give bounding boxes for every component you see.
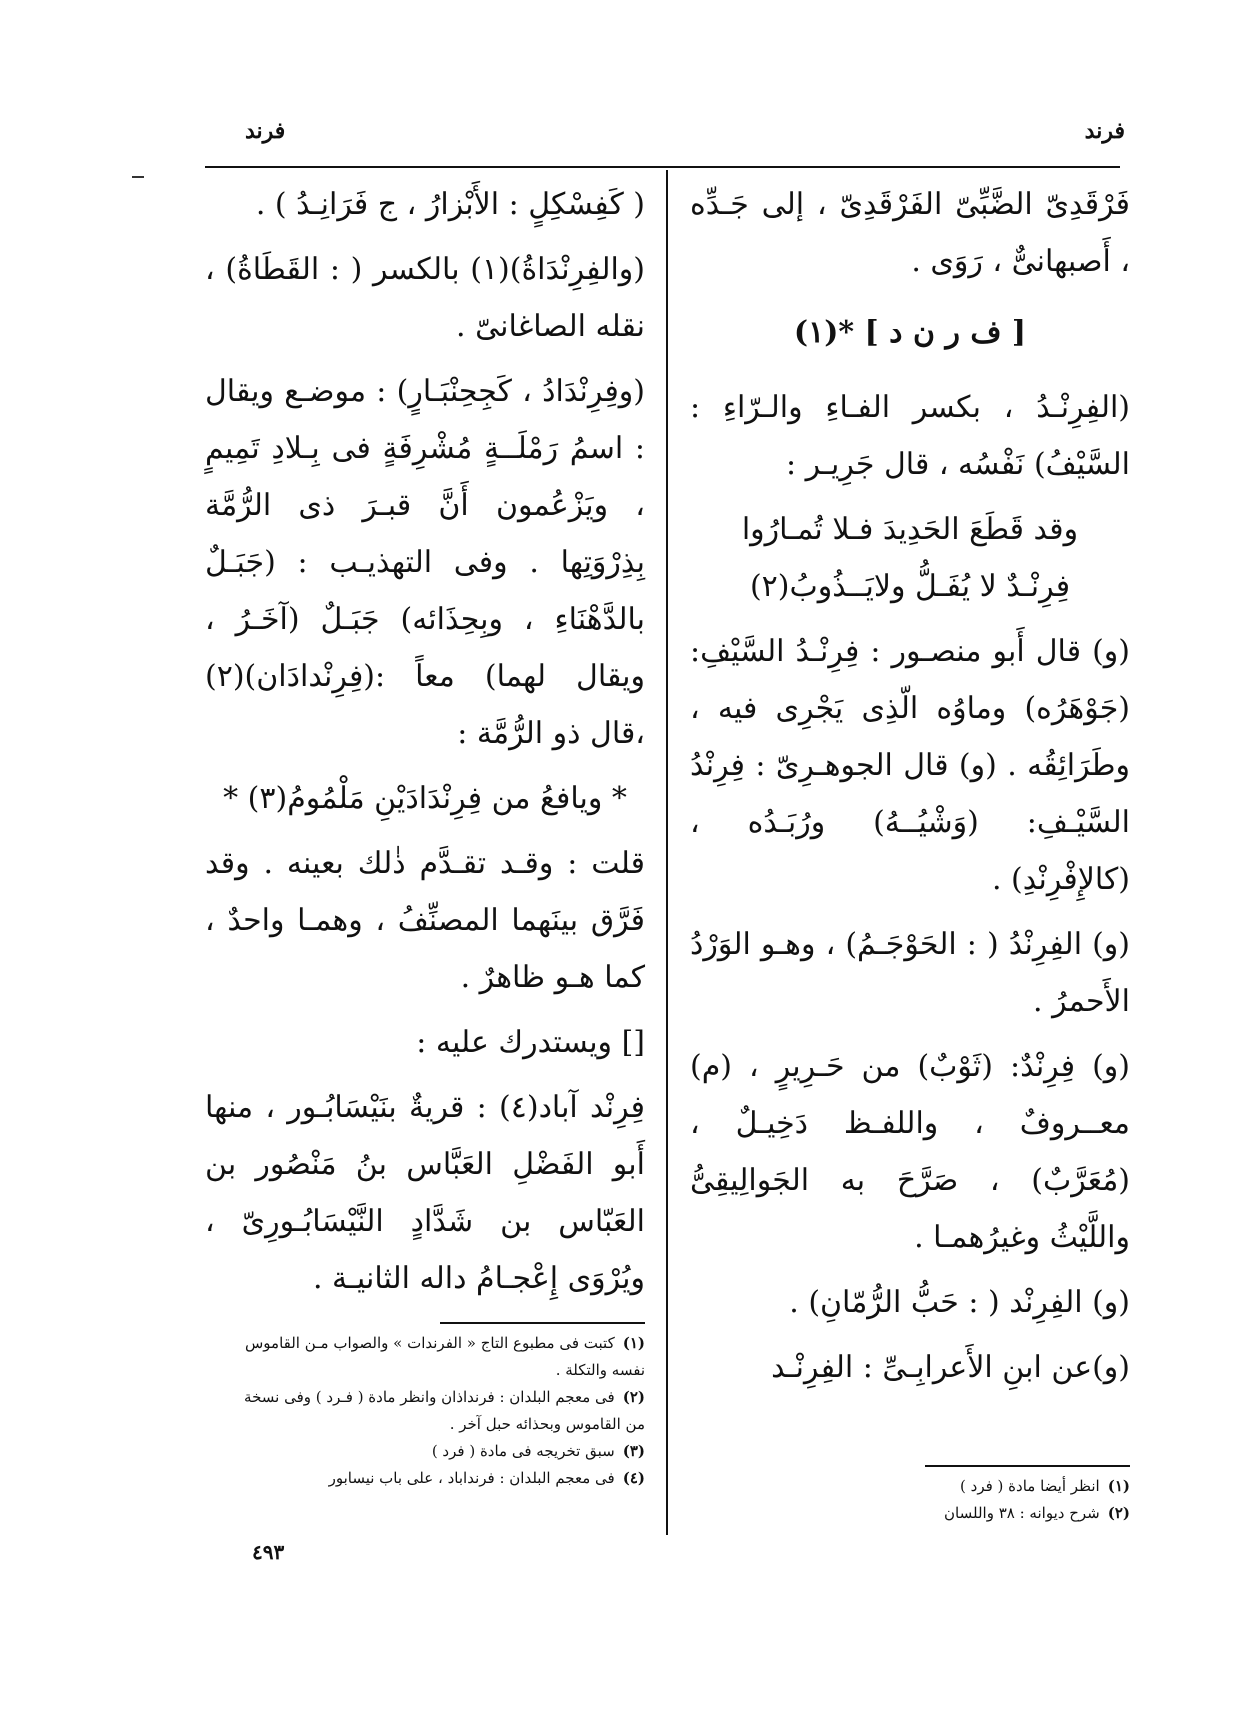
paragraph: (والفِرِنْدَاةُ)(١) بالكسر ( : القَطَاةُ) ، نقله الصاغانىّ .: [205, 252, 645, 344]
paragraph: (و) الفِرِنْدُ ( : الحَوْجَـمُ) ، وهـو الوَرْدُ الأَحمرُ .: [690, 927, 1130, 1019]
footnote-number: (٢): [1107, 1504, 1130, 1522]
footnote-number: (٤): [622, 1469, 645, 1487]
footnote-text: كتبت فى مطبوع التاج « الفرندات » والصواب مـن القاموس نفسه والتكلة .: [244, 1334, 645, 1379]
footnote-text: فى معجم البلدان : فرنداذان وانظر مادة ( فـرد ) وفى نسخة من القاموس وبحذائه حبل آخر .: [244, 1388, 645, 1433]
footnote-number: (٢): [622, 1388, 645, 1406]
left-column: [205, 176, 645, 1315]
header-rule: [205, 166, 1120, 168]
paragraph: (وفِرِنْدَادُ ، كَجِحِنْبَـارٍ) : موضـع ويقال : اسمُ رَمْلَــةٍ مُشْرِفَةٍ فى بِـلادِ تَمِيمٍ ، ويَزْعُمون أَنَّ قبـرَ ذى الرُّمَّة بِذِرْوَتِها . وفى التهذيـب : (جَبَـلٌ بالدَّهْنَاءِ ، وبِحِذَائه) جَبَـلٌ (آخَـرُ ، ويقال لهما) معاً :(فِرِنْدادَان)(٢) ،قال ذو الرُّمَّة :: [205, 374, 645, 751]
footnote: [860, 1473, 1130, 1500]
page-number: ٤٩٣: [252, 1540, 285, 1564]
paragraph: (الفِرِنْـدُ ، بكسر الفـاءِ والـرّاءِ : السَّيْفُ) نَفْسُه ، قال جَرِيـر :: [690, 390, 1130, 482]
footnote-text: انظر أيضا مادة ( فرد ): [960, 1477, 1100, 1495]
footnotes-right: [860, 1473, 1130, 1527]
footnote-number: (١): [622, 1334, 645, 1352]
paragraph: (و) فِرِنْدٌ: (ثَوْبٌ) من حَـرِيرٍ ، (م) معــروفٌ ، واللفـظ دَخِيـلٌ ، (مُعَرَّبٌ) ، صَرَّحَ به الجَوالِيقِىُّ واللَّيْثُ وغيرُهمـا .: [690, 1049, 1130, 1255]
entry-heading: [ ف ر ن د ] *(١): [793, 315, 1027, 350]
footnote-number: (٣): [622, 1442, 645, 1460]
right-column: [690, 176, 1130, 1404]
footnote: [225, 1384, 645, 1438]
footnote: [225, 1438, 645, 1465]
column-divider: [666, 170, 668, 1535]
footnotes-left: [225, 1330, 645, 1492]
paragraph: (و)عن ابنِ الأَعرابِـىِّ : الفِرِنْـد: [771, 1350, 1130, 1385]
footnote: [860, 1500, 1130, 1527]
paragraph: ( كَفِسْكِلٍ : الأَبْزارُ ، ج فَرَانِـدُ ) .: [255, 187, 645, 222]
paragraph: فَرْقَدِىّ الضَّبِّىّ الفَرْقَدِىّ ، إلى جَـدِّه ، أَصبهانىٌّ ، رَوَى .: [690, 187, 1130, 279]
footnote-rule-right: [925, 1465, 1130, 1467]
verse-line: وقد قَطَعَ الحَدِيدَ فـلا تُمـارُوا: [741, 512, 1079, 547]
footnote-text: سبق تخريجه فى مادة ( فرد ): [431, 1442, 615, 1460]
header-left-word: فرند: [245, 118, 286, 144]
footnote-rule-left: [440, 1322, 645, 1324]
paragraph: (و) الفِرِنْد ( : حَبُّ الرُّمّانِ) .: [789, 1285, 1130, 1320]
verse-line: * ويافعُ من فِرِنْدَادَيْنِ مَلْمُومُ(٣) *: [223, 781, 627, 816]
margin-mark: [132, 176, 144, 178]
footnote: [225, 1465, 645, 1492]
footnote: [225, 1330, 645, 1384]
paragraph: قلت : وقـد تقـدَّم ذٰلك بعينه . وقد فَرَّق بينَهما المصنِّفُ ، وهمـا واحدٌ ، كما هـو ظاهرٌ .: [205, 846, 645, 995]
paragraph: (و) قال أَبو منصـور : فِرِنْـدُ السَّيْفِ: (جَوْهَرُه) وماوُه الّذِى يَجْرِى فيه ، وطَرَائِقُه . (و) قال الجوهـرِىّ : فِرِنْدُ السَّيْـفِ: (وَشْيُــهُ) ورُبَـدُه ، (كالإِفْرِنْدِ) .: [690, 634, 1130, 897]
header-right-word: فرند: [1084, 118, 1125, 144]
paragraph: [] ويستدرك عليه :: [416, 1025, 645, 1060]
verse-line: فِرِنْـدٌ لا يُفَـلُّ ولايَــذُوبُ(٢): [749, 569, 1071, 604]
footnote-text: فى معجم البلدان : فرنداباد ، على باب نيسابور: [328, 1469, 615, 1487]
footnote-text: شرح ديوانه : ٣٨ واللسان: [944, 1504, 1100, 1522]
footnote-number: (١): [1107, 1477, 1130, 1495]
paragraph: فِرِنْد آباد(٤) : قريةٌ بنَيْسَابُـور ، منها أَبو الفَضْلِ العَبَّاس بنُ مَنْصُور بن العَبّاس بن شَدَّادٍ النَّيْسَابُـورِىّ ، ويُرْوَى إِعْجـامُ داله الثانيـة .: [205, 1090, 646, 1296]
